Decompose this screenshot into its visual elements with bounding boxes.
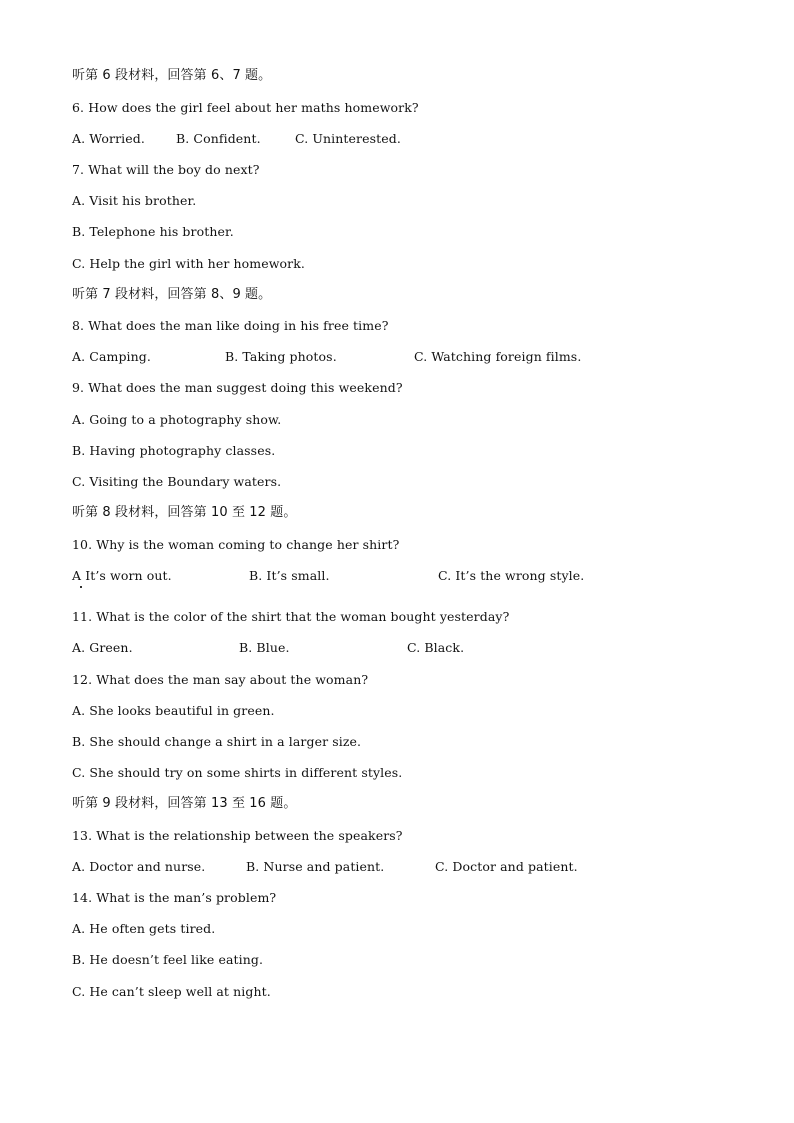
- q10-option-b: B. It’s small.: [249, 568, 330, 583]
- q8-option-a: A. Camping.: [72, 349, 151, 364]
- q10-option-a: A It’s worn out.: [72, 568, 172, 583]
- q11-option-b: B. Blue.: [239, 640, 290, 655]
- options-row-10: [72, 566, 712, 586]
- question-12: 12. What does the man say about the woman?: [72, 672, 369, 687]
- q10-option-c: C. It’s the wrong style.: [438, 568, 585, 583]
- q8-option-b: B. Taking photos.: [225, 349, 337, 364]
- question-14: 14. What is the man’s problem?: [72, 890, 277, 905]
- q11-option-c: C. Black.: [407, 640, 465, 655]
- q13-option-b: B. Nurse and patient.: [246, 859, 385, 874]
- q14-option-a: A. He often gets tired.: [72, 921, 216, 936]
- q8-option-c: C. Watching foreign films.: [414, 349, 582, 364]
- q9-option-b: B. Having photography classes.: [72, 443, 276, 458]
- question-9: 9. What does the man suggest doing this weekend?: [72, 380, 403, 395]
- options-row-8: [72, 347, 712, 367]
- q13-option-c: C. Doctor and patient.: [435, 859, 578, 874]
- q12-option-c: C. She should try on some shirts in different styles.: [72, 765, 403, 780]
- q6-option-c: C. Uninterested.: [295, 131, 401, 146]
- stray-mark: [80, 586, 82, 588]
- q9-option-a: A. Going to a photography show.: [72, 412, 282, 427]
- q14-option-b: B. He doesn’t feel like eating.: [72, 952, 264, 967]
- question-10: 10. Why is the woman coming to change her shirt?: [72, 537, 400, 552]
- section-heading-7: 听第 7 段材料，回答第 8、9 题。: [72, 287, 272, 302]
- question-11: 11. What is the color of the shirt that the woman bought yesterday?: [72, 609, 510, 624]
- q12-option-b: B. She should change a shirt in a larger size.: [72, 734, 362, 749]
- section-heading-9: 听第 9 段材料，回答第 13 至 16 题。: [72, 796, 297, 811]
- q12-option-a: A. She looks beautiful in green.: [72, 703, 275, 718]
- question-6: 6. How does the girl feel about her maths homework?: [72, 100, 419, 115]
- q6-option-b: B. Confident.: [176, 131, 261, 146]
- question-8: 8. What does the man like doing in his free time?: [72, 318, 389, 333]
- q14-option-c: C. He can’t sleep well at night.: [72, 984, 271, 999]
- q6-option-a: A. Worried.: [72, 131, 145, 146]
- options-row-13: [72, 857, 712, 877]
- q13-option-a: A. Doctor and nurse.: [72, 859, 206, 874]
- q11-option-a: A. Green.: [72, 640, 133, 655]
- q7-option-a: A. Visit his brother.: [72, 193, 197, 208]
- q9-option-c: C. Visiting the Boundary waters.: [72, 474, 282, 489]
- section-heading-8: 听第 8 段材料，回答第 10 至 12 题。: [72, 505, 297, 520]
- q7-option-c: C. Help the girl with her homework.: [72, 256, 305, 271]
- section-heading-6: 听第 6 段材料，回答第 6、7 题。: [72, 68, 272, 83]
- options-row-6: [72, 129, 712, 149]
- question-7: 7. What will the boy do next?: [72, 162, 260, 177]
- q7-option-b: B. Telephone his brother.: [72, 224, 234, 239]
- options-row-11: [72, 638, 712, 658]
- question-13: 13. What is the relationship between the speakers?: [72, 828, 403, 843]
